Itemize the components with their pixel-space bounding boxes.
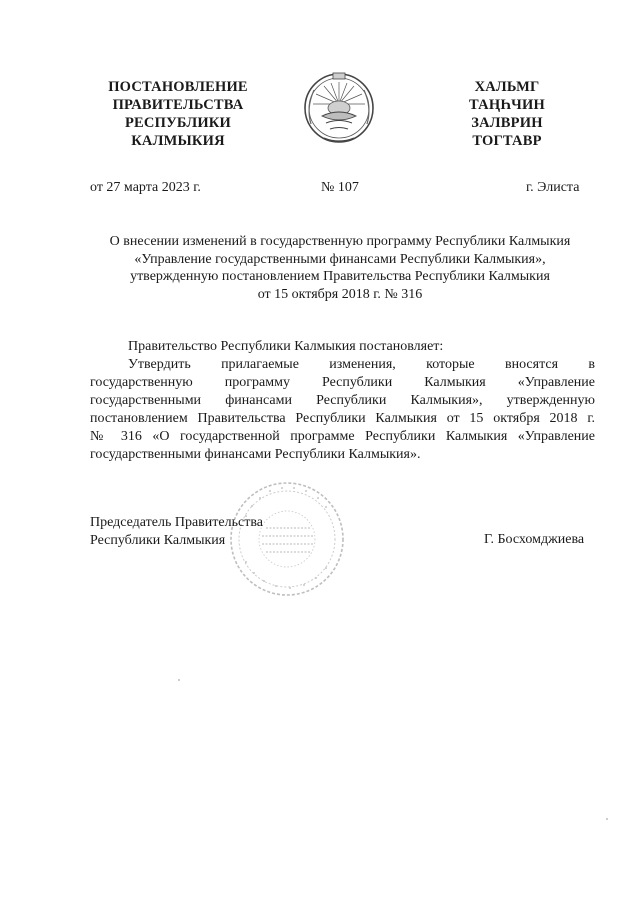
header-kalmyk-line: ТОГТАВР (472, 133, 542, 149)
body-line: Утвердить прилагаемые изменения, которые вносятся в (128, 357, 595, 372)
header-russian-line: ПРАВИТЕЛЬСТВА (112, 97, 244, 113)
kalmykia-emblem-icon (302, 68, 376, 148)
title-line: О внесении изменений в государственную программу Республики Калмыкия (109, 234, 571, 249)
document-body (90, 338, 595, 464)
body-line: № 316 «О государственной программе Республики Калмыкия «Управление (90, 429, 595, 444)
header-russian-line: КАЛМЫКИЯ (131, 133, 225, 149)
title-line: «Управление государственными финансами Республики Калмыкия», (134, 251, 546, 267)
header-russian (98, 78, 258, 150)
signatory-name: Г. Босхомджиева (484, 532, 585, 547)
body-intro: Правительство Республики Калмыкия постановляет: (128, 339, 444, 354)
scan-speck (606, 818, 608, 820)
body-line: государственными финансами Республики Калмыкия». (90, 447, 421, 462)
header-kalmyk-line: ЗАЛВРИН (471, 115, 543, 131)
document-number: № 107 (321, 180, 359, 195)
signatory-position-line: Республики Калмыкия (90, 533, 226, 548)
signatory-position (90, 514, 263, 550)
document-title (80, 233, 600, 303)
header-kalmyk (452, 78, 562, 150)
body-line: государственную программу Республики Калмыкия «Управление (90, 375, 595, 390)
header-kalmyk-line: ТАҢҺЧИН (469, 97, 545, 113)
title-line: утвержденную постановлением Правительства Республики Калмыкия (130, 269, 550, 284)
header-kalmyk-line: ХАЛЬМГ (474, 79, 540, 95)
title-line: от 15 октября 2018 г. № 316 (257, 286, 423, 302)
body-line: постановлением Правительства Республики Калмыкия от 15 октября 2018 г. (90, 411, 595, 426)
scan-speck (178, 679, 180, 681)
document-date: от 27 марта 2023 г. (90, 180, 201, 195)
document-city: г. Элиста (526, 180, 580, 195)
body-line: государственными финансами Республики Калмыкия», утвержденную (90, 393, 595, 408)
signatory-position-line: Председатель Правительства (90, 515, 263, 530)
header-russian-line: РЕСПУБЛИКИ (124, 115, 232, 131)
header-russian-line: ПОСТАНОВЛЕНИЕ (108, 79, 248, 95)
